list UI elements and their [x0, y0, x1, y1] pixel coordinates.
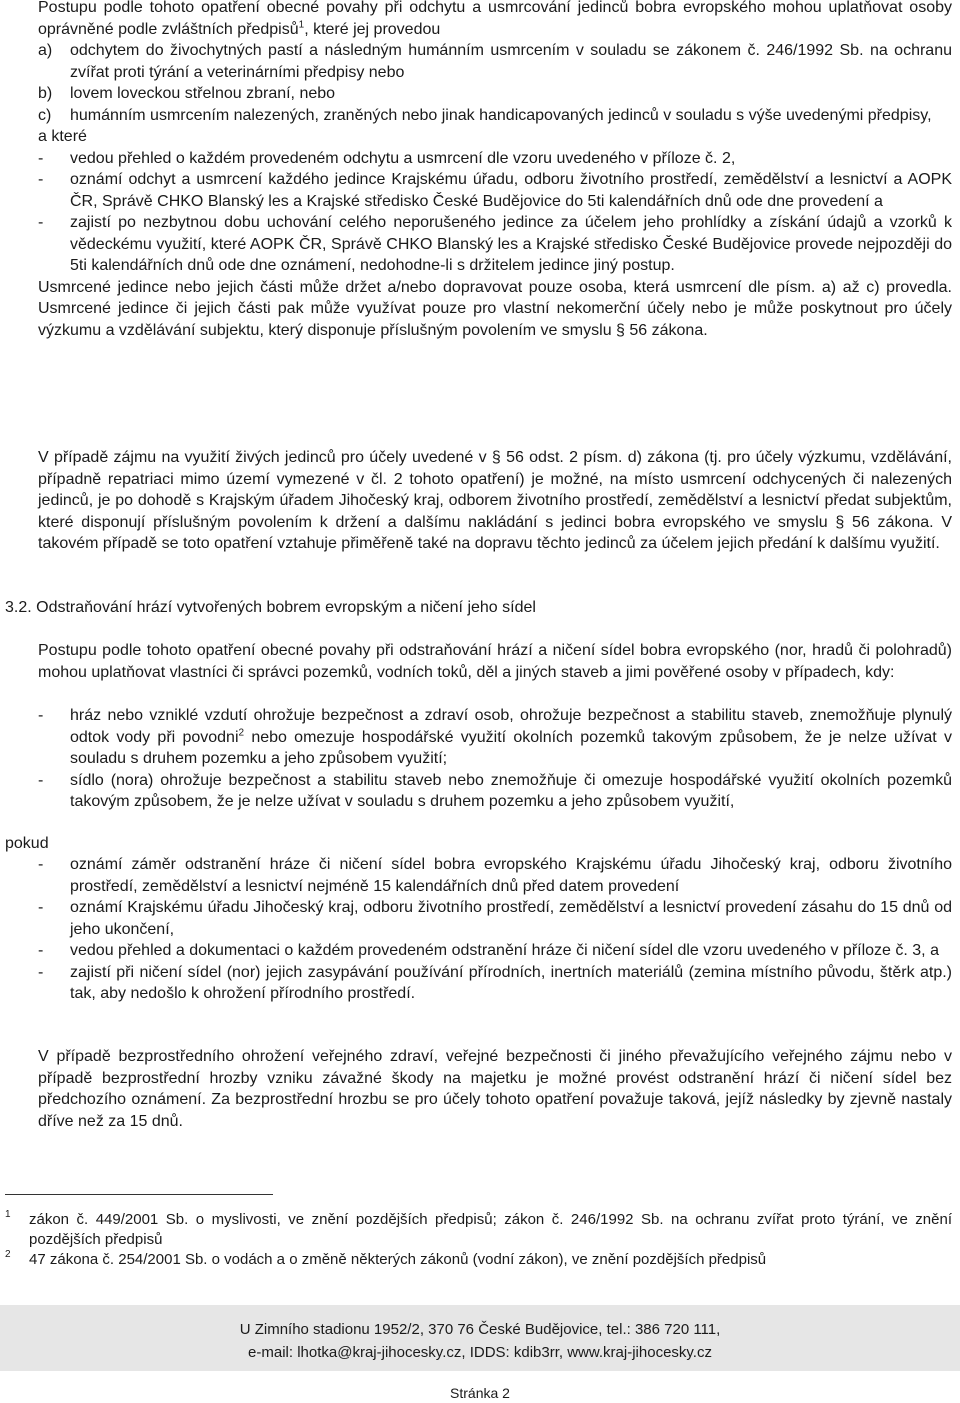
list-item-a	[38, 40, 952, 83]
page-number: Stránka 2	[450, 1385, 510, 1401]
dash-text: vedou přehled a dokumentaci o každém provedeném odstranění hráze či ničení sídel dle vzoru uvedeného v příloze č. 3, a	[70, 942, 939, 959]
intro-text-end: , které jej provedou	[304, 20, 441, 38]
list-label: c)	[38, 106, 52, 124]
condition-item: - hráz nebo vzniklé vzdutí ohrožuje bezpečnost a zdraví osob, ohrožuje bezpečnost a stabilitu staveb, znemožňuje plynulý odtok vody při povodni$^2$ nebo omezuje hospodářské využití okolních pozemků takovým způsobem, že je nelze užívat v souladu s druhem pozemku a jeho způsobem využití;	[38, 707, 952, 767]
condition-item: - sídlo (nora) ohrožuje bezpečnost a stabilitu staveb nebo znemožňuje či omezuje hospodářské využití okolních pozemků takovým způsobem, že je nelze užívat v souladu s druhem pozemku a jeho způsobem využití,	[38, 771, 952, 810]
condition-text: hráz nebo vzniklé vzdutí ohrožuje bezpečnost a zdraví osob, ohrožuje bezpečnost a stabilitu staveb, znemožňuje plynulý odtok vody při povodni	[70, 707, 952, 746]
condition-text: sídlo (nora) ohrožuje bezpečnost a stabilitu staveb nebo znemožňuje či omezuje hospodářské využití okolních pozemků takovým způsobem, že je nelze užívat v souladu s druhem pozemku a jeho způsobem využití,	[70, 771, 952, 810]
dash-text: oznámí záměr odstranění hráze či ničení sídel bobra evropského Krajskému úřadu Jihočeský kraj, odboru životního prostředí, zemědělství a lesnictví nejméně 15 kalendářních dnů před datem provedení	[70, 856, 952, 895]
dash-item: - vedou přehled o každém provedeném odchytu a usmrcení dle vzoru uvedeného v příloze č. 2,	[38, 149, 736, 167]
intro-text: Postupu podle tohoto opatření obecné povahy při odchytu a usmrcování jedinců bobra evropského mohou uplatňovat osoby oprávněné podle zvláštních předpisů	[38, 0, 952, 38]
dash-item: - oznámí záměr odstranění hráze či ničení sídel bobra evropského Krajskému úřadu Jihočeský kraj, odboru životního prostředí, zemědělství a lesnictví nejméně 15 kalendářních dnů před datem provedení	[38, 856, 952, 895]
intro-paragraph	[38, 0, 952, 40]
condition-text-end: nebo omezuje hospodářské využití okolních pozemků takovým způsobem, že je nelze užívat v souladu s druhem pozemku a jeho způsobem využití;	[70, 728, 952, 767]
section-intro: Postupu podle tohoto opatření obecné povahy při odstraňování hrází a ničení sídel bobra evropského (nor, hradů či polohradů) mohou uplatňovat vlastníci či správci pozemků, vodních toků, děl a jiných staveb a jimi pověřené osoby v případech, kdy:	[38, 642, 952, 681]
condition-list	[38, 705, 952, 813]
footnote-1	[5, 1210, 952, 1250]
dash-text: zajistí při ničení sídel (nor) jejich zasypávání používání přírodních, inertních materiálů (zemina místního původu, štěrk atp.) tak, aby nedošlo k ohrožení přírodního prostředí.	[70, 963, 952, 1002]
dash-text: vedou přehled o každém provedeném odchytu a usmrcení dle vzoru uvedeného v příloze č. 2,	[70, 149, 736, 167]
list-text: humánním usmrcením nalezených, zraněných nebo jinak handicapovaných jedinců v souladu s výše uvedenými předpisy,	[70, 106, 932, 124]
dash-item: - vedou přehled a dokumentaci o každém provedeném odstranění hráze či ničení sídel dle vzoru uvedeného v příloze č. 3, a	[38, 942, 939, 959]
dash-text: oznámí Krajskému úřadu Jihočeský kraj, odboru životního prostředí, zemědělství a lesnictví provedení zásahu do 15 dnů od jeho ukončení,	[70, 899, 952, 938]
list-label: b)	[38, 85, 53, 102]
dash-item: - zajistí po nezbytnou dobu uchování celého neporušeného jedince za účelem jeho prohlídky a získání údajů a vzorků k vědeckému využití, které AOPK ČR, Správě CHKO Blanský les a Krajské středisko České Budějovice provede nejpozději do 5ti kalendářních dnů ode dne oznámení, nedohodne-li s držitelem jedince jiný postup.	[38, 214, 952, 274]
list-item-c	[38, 105, 952, 127]
footnote-2	[5, 1250, 952, 1270]
footnote-text: zákon č. 449/2001 Sb. o myslivosti, ve znění pozdějších předpisů; zákon č. 246/1992 Sb. na ochranu zvířat proto týrání, ve znění pozdějších předpisů	[29, 1211, 952, 1248]
footnote-divider	[5, 1194, 273, 1195]
dash-text: oznámí odchyt a usmrcení každého jedince Krajskému úřadu, odboru životního prostředí, zemědělství a lesnictví a AOPK ČR, Správě CHKO Blanský les a Krajské středisko České Budějovice do 5ti kalendářních dnů ode dne provedení a	[70, 171, 952, 210]
dash-item: - oznámí odchyt a usmrcení každého jedince Krajskému úřadu, odboru životního prostředí, zemědělství a lesnictví a AOPK ČR, Správě CHKO Blanský les a Krajské středisko České Budějovice do 5ti kalendářních dnů ode dne provedení a	[38, 171, 952, 210]
list-label: a)	[38, 42, 53, 59]
zajem-paragraph: V případě zájmu na využití živých jedinců pro účely uvedené v § 56 odst. 2 písm. d) zákona (tj. pro účely výzkumu, vzdělávání, případně repatriaci mimo území vymezené v čl. 2 tohoto opatření) je možné, na místo usmrcení odchycených či nalezených jedinců, je po dohodě s Krajským úřadem Jihočeský kraj, odborem životního prostředí, zemědělství a lesnictví předat subjektům, které disponují příslušným povolením k držení a dalšímu nakládání s jedinci bobra evropského ve smyslu § 56 zákona. V takovém případě se toto opatření vztahuje přiměřeně také na dopravu těchto jedinců za účelem jejich předání k dalšímu využití.	[38, 449, 952, 552]
pokud-list	[38, 854, 952, 1005]
list-text: lovem loveckou střelnou zbraní, nebo	[70, 85, 336, 102]
section-heading: 3.2. Odstraňování hrází vytvořených bobrem evropským a ničení jeho sídel	[5, 599, 536, 616]
footnote-text: 47 zákona č. 254/2001 Sb. o vodách a o změně některých zákonů (vodní zákon), ve znění pozdějších předpisů	[29, 1251, 767, 1268]
usmrcene-paragraph: Usmrcené jedince nebo jejich části může držet a/nebo dopravovat pouze osoba, která usmrcení dle písm. a) až c) provedla. Usmrcené jedince či jejich části pak může využívat pouze pro vlastní nekomerční účely nebo je může poskytnout pro účely výzkumu a vzdělávání subjektu, který disponuje příslušným povolením ve smyslu § 56 zákona.	[38, 278, 952, 339]
pokud-label: pokud	[5, 835, 49, 852]
dash-item: - zajistí při ničení sídel (nor) jejich zasypávání používání přírodních, inertních materiálů (zemina místního původu, štěrk atp.) tak, aby nedošlo k ohrožení přírodního prostředí.	[38, 963, 952, 1002]
footnote-ref-1: 1	[298, 19, 305, 31]
footer-address: U Zimního stadionu 1952/2, 370 76 České Budějovice, tel.: 386 720 111,	[239, 1321, 721, 1338]
list-item-b	[38, 83, 952, 105]
footer-contact: e-mail: lhotka@kraj-jihocesky.cz, IDDS: kdib3rr, www.kraj-jihocesky.cz	[248, 1344, 712, 1361]
dash-item: - oznámí Krajskému úřadu Jihočeský kraj, odboru životního prostředí, zemědělství a lesnictví provedení zásahu do 15 dnů od jeho ukončení,	[38, 899, 952, 938]
a-ktere-text: a které	[38, 128, 87, 145]
footer-box	[0, 1305, 960, 1371]
footnote-number: 2	[5, 1249, 11, 1260]
footnote-ref-2: 2	[238, 727, 245, 739]
ohrozeni-paragraph: V případě bezprostředního ohrožení veřejného zdraví, veřejné bezpečnosti či jiného převažujícího veřejného zájmu nebo v případě bezprostřední hrozby vzniku závažné škody na majetku je možné provést odstranění hrází či ničení sídel bez předchozího oznámení. Za bezprostřední hrozbu se pro účely tohoto opatření považuje taková, jejíž následky by zjevně nastaly dříve než za 15 dnů.	[38, 1048, 952, 1130]
intro-list	[38, 40, 952, 341]
dash-text: zajistí po nezbytnou dobu uchování celého neporušeného jedince za účelem jeho prohlídky a získání údajů a vzorků k vědeckému využití, které AOPK ČR, Správě CHKO Blanský les a Krajské středisko České Budějovice provede nejpozději do 5ti kalendářních dnů ode dne oznámení, nedohodne-li s držitelem jedince jiný postup.	[70, 214, 952, 274]
list-text: odchytem do živochytných pastí a následným humánním usmrcením v souladu se zákonem č. 246/1992 Sb. na ochranu zvířat proti týrání a veterinárními předpisy nebo	[70, 42, 952, 81]
footnote-number: 1	[5, 1209, 11, 1220]
